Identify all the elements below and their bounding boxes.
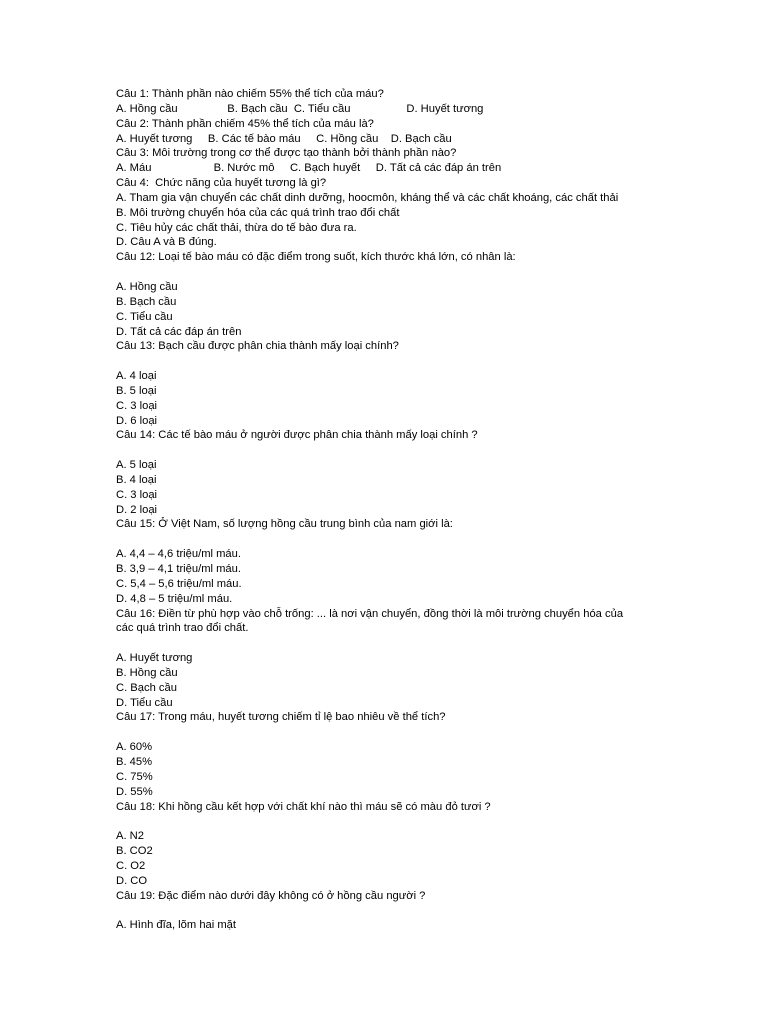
question-13-option-b: B. 5 loại	[116, 384, 157, 397]
question-1: Câu 1: Thành phần nào chiếm 55% thể tích của máu?	[116, 88, 384, 100]
question-17-option-a: A. 60%	[116, 741, 153, 754]
question-13-option-a: A. 4 loại	[116, 370, 157, 383]
question-12: Câu 12: Loại tế bào máu có đặc điểm trong suốt, kích thước khá lớn, có nhân là:	[116, 251, 516, 264]
question-16-option-d: D. Tiểu cầu	[116, 696, 173, 709]
question-12-option-a: A. Hồng cầu	[116, 280, 178, 293]
question-3: Câu 3: Môi trường trong cơ thể được tạo thành bởi thành phần nào?	[116, 147, 457, 160]
question-13: Câu 13: Bạch cầu được phân chia thành mấy loại chính?	[116, 340, 399, 353]
question-14-option-c: C. 3 loại	[116, 488, 158, 501]
question-12-option-b: B. Bạch cầu	[116, 295, 177, 308]
question-18: Câu 18: Khi hồng cầu kết hợp với chất khí nào thì máu sẽ có màu đỏ tươi ?	[116, 800, 491, 813]
document-page	[116, 87, 656, 933]
question-14-option-a: A. 5 loại	[116, 459, 157, 472]
blank-line	[116, 725, 656, 740]
question-18-option-d: D. CO	[116, 874, 148, 887]
question-18-option-a: A. N2	[116, 830, 144, 843]
blank-line	[116, 814, 656, 829]
question-17-option-c: C. 75%	[116, 770, 153, 783]
question-4-option-b: B. Môi trường chuyển hóa của các quá trình trao đổi chất	[116, 206, 400, 219]
question-19: Câu 19: Đặc điểm nào dưới đây không có ở hồng cầu người ?	[116, 889, 426, 902]
question-14-option-d: D. 2 loại	[116, 503, 158, 516]
question-18-option-c: C. O2	[116, 859, 146, 872]
blank-line	[116, 903, 656, 918]
question-15-option-c: C. 5,4 – 5,6 triệu/ml máu.	[116, 577, 242, 590]
question-13-option-d: D. 6 loại	[116, 414, 158, 427]
question-4-option-a: A. Tham gia vận chuyển các chất dinh dưỡng, hoocmôn, kháng thể và các chất khoáng, các chất thải	[116, 191, 619, 204]
question-16-option-a: A. Huyết tương	[116, 652, 193, 665]
question-3-options: A. Máu B. Nước mô C. Bạch huyết D. Tất cả các đáp án trên	[116, 162, 502, 175]
blank-line	[116, 354, 656, 369]
question-14: Câu 14: Các tế bào máu ở người được phân chia thành mấy loại chính ?	[116, 429, 478, 442]
question-16-option-b: B. Hồng cầu	[116, 666, 178, 679]
blank-line	[116, 443, 656, 458]
question-15-option-d: D. 4,8 – 5 triệu/ml máu.	[116, 592, 233, 605]
question-16: Câu 16: Điền từ phù hợp vào chỗ trống: ... là nơi vận chuyển, đồng thời là môi trường chuyển hóa của	[116, 607, 624, 620]
question-17-option-b: B. 45%	[116, 755, 153, 768]
question-16-option-c: C. Bạch cầu	[116, 681, 177, 694]
question-19-option-a: A. Hình đĩa, lõm hai mặt	[116, 919, 237, 932]
question-2: Câu 2: Thành phần chiếm 45% thể tích của máu là?	[116, 117, 374, 130]
question-12-option-c: C. Tiểu cầu	[116, 310, 173, 323]
question-18-option-b: B. CO2	[116, 845, 153, 858]
question-4-option-c: C. Tiêu hủy các chất thải, thừa do tế bào đưa ra.	[116, 221, 357, 234]
question-13-option-c: C. 3 loại	[116, 399, 158, 412]
question-4: Câu 4: Chức năng của huyết tương là gì?	[116, 177, 327, 190]
question-1-options: A. Hồng cầu B. Bạch cầu C. Tiểu cầu D. Huyết tương	[116, 102, 484, 115]
blank-line	[116, 265, 656, 280]
question-16-continued: các quá trình trao đổi chất.	[116, 622, 249, 635]
question-17-option-d: D. 55%	[116, 785, 153, 798]
question-17: Câu 17: Trong máu, huyết tương chiếm tỉ lệ bao nhiêu về thể tích?	[116, 711, 446, 724]
blank-line	[116, 636, 656, 651]
question-14-option-b: B. 4 loại	[116, 473, 157, 486]
question-15: Câu 15: Ở Việt Nam, số lượng hồng cầu trung bình của nam giới là:	[116, 518, 453, 531]
question-15-option-a: A. 4,4 – 4,6 triệu/ml máu.	[116, 548, 241, 561]
question-4-option-d: D. Câu A và B đúng.	[116, 236, 217, 249]
blank-line	[116, 532, 656, 547]
question-15-option-b: B. 3,9 – 4,1 triệu/ml máu.	[116, 563, 241, 575]
question-12-option-d: D. Tất cả các đáp án trên	[116, 325, 242, 338]
question-2-options: A. Huyết tương B. Các tế bào máu C. Hồng cầu D. Bạch cầu	[116, 132, 452, 145]
